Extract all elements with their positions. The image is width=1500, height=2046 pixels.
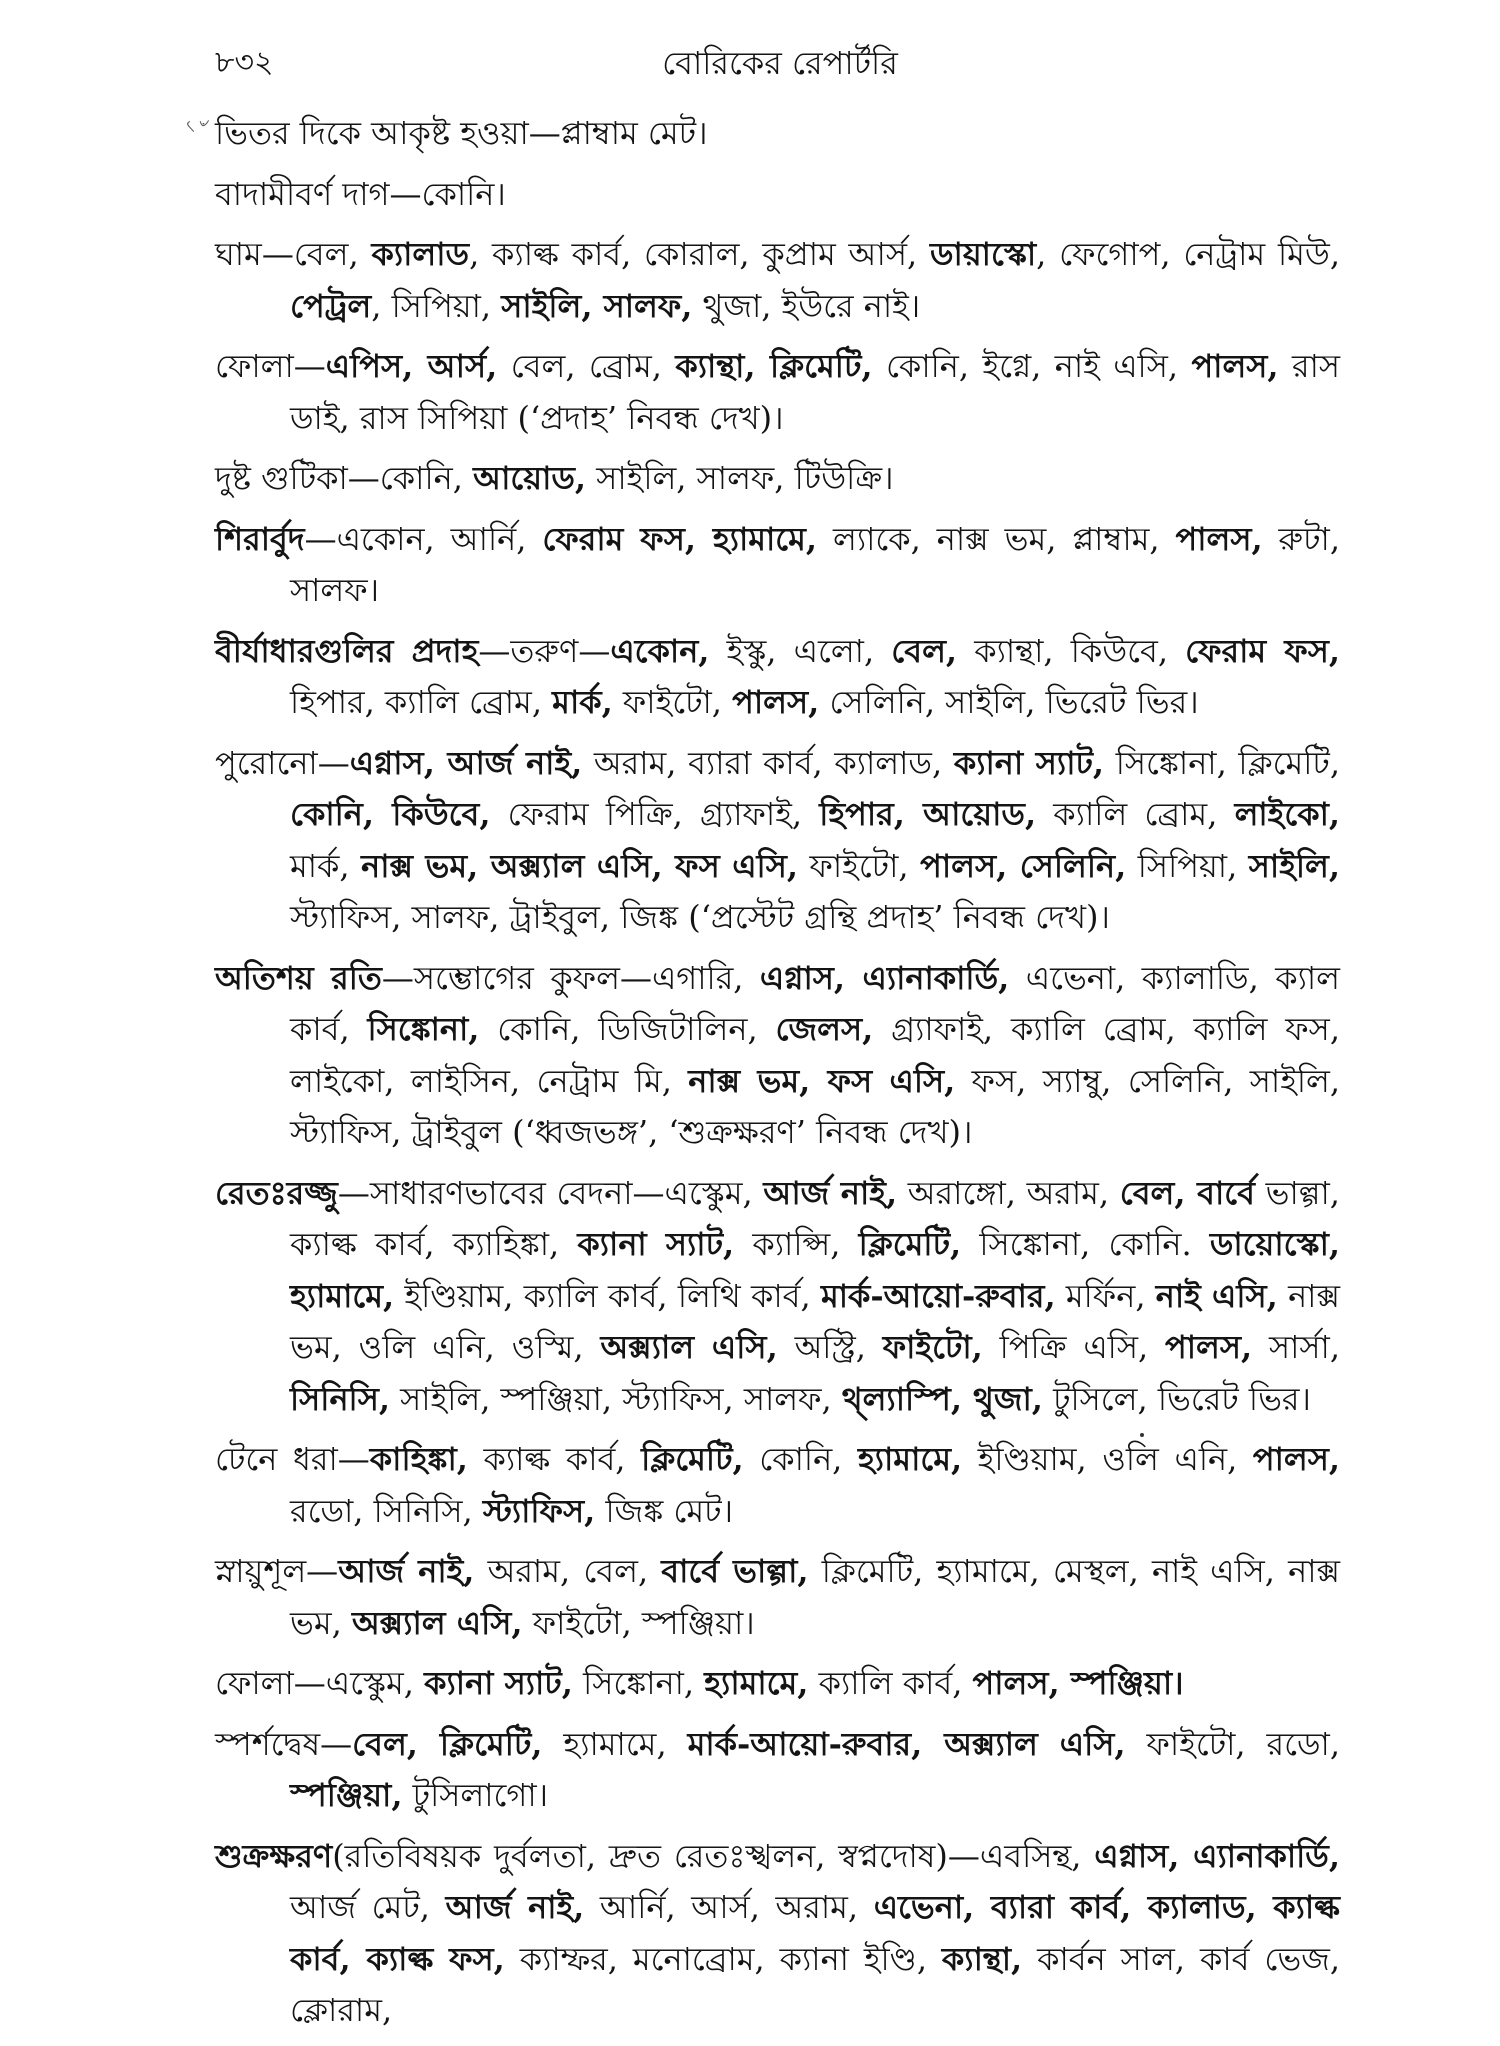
repertory-entry xyxy=(215,1658,1340,1710)
remedy-bold: রেতঃরজ্জু xyxy=(215,1173,338,1212)
remedy-bold: সিঙ্কোনা, xyxy=(367,1010,480,1048)
entry-text: টুসিলাগো। xyxy=(402,1776,549,1814)
entry-text: দুষ্ট গুটিকা—কোনি, xyxy=(215,459,474,497)
remedy-bold: ডায়োস্কো, হ্যামামে, xyxy=(290,1225,1340,1315)
entry-text: —সাধারণভাবের বেদনা—এস্কুেম, xyxy=(337,1173,764,1212)
remedy-bold: ডায়াস্কো xyxy=(930,235,1037,273)
repertory-entry xyxy=(215,453,1340,505)
remedy-bold: নাই এসি, xyxy=(1155,1276,1278,1315)
remedy-bold: সাইলি, সালফ, xyxy=(501,286,693,325)
entry-text: সিঙ্কোনা, কোনি. xyxy=(961,1225,1210,1263)
remedy-bold: বীর্যাধারগুলির প্রদাহ xyxy=(215,631,479,670)
entry-text: ল্যাকে, নাক্স ভম, প্লাম্বাম, xyxy=(817,519,1176,558)
entry-text: জিঙ্ক মেট। xyxy=(595,1491,734,1530)
repertory-entry xyxy=(215,1831,1340,2037)
entry-text: মার্ক, xyxy=(290,846,362,885)
remedy-bold: সিনিসি, xyxy=(290,1379,390,1418)
entry-text: ইণ্ডিয়াম, ওলি এনি, xyxy=(962,1440,1253,1478)
repertory-entry xyxy=(215,953,1340,1159)
entry-text: ক্যালি কার্ব, xyxy=(808,1664,973,1702)
remedy-bold: আর্জ নাই, xyxy=(763,1173,898,1212)
remedy-bold: আর্জ নাই, xyxy=(445,1888,585,1926)
entry-text: থুজা, ইউরে নাই। xyxy=(692,286,921,325)
entry-text: , ক্যাল্ক কার্ব, কোরাল, কুপ্রাম আর্স, xyxy=(469,235,930,273)
entry-text: আর্নি, আর্স, অরাম, xyxy=(584,1888,874,1926)
repertory-entry xyxy=(215,341,1340,444)
remedy-bold: ফেরাম ফস, xyxy=(1185,631,1340,670)
entry-text: ফেরাম পিক্রি, গ্র্যাফাই, xyxy=(490,795,820,833)
remedy-bold: মার্ক-আয়ো-রুবার, অক্স্যাল এসি, xyxy=(687,1724,1126,1763)
remedy-bold: পালস, স্পঞ্জিয়া। xyxy=(972,1664,1184,1702)
remedy-bold: অক্স্যাল এসি, xyxy=(351,1603,523,1642)
entry-text: ফস, স্যাম্বু, সেলিনি, সাইলি, স্ট্যাফিস, ট্রাইবুল (‘ধ্বজভঙ্গ’, ‘শুক্রক্ষরণ’ নিবন্ধ দেখ)। xyxy=(290,1061,1341,1151)
remedy-bold: এপিস, আর্স, xyxy=(325,347,498,385)
entry-text: ফোলা—এস্কুেম, xyxy=(215,1664,425,1702)
remedy-bold: হ্যামামে, xyxy=(704,1664,809,1702)
repertory-entry xyxy=(215,1434,1340,1537)
remedy-bold: ফাইটো, xyxy=(882,1328,983,1366)
entry-text: অরাম, ব্যারা কার্ব, ক্যালাড, xyxy=(582,743,954,782)
remedy-bold: লাইকো, xyxy=(1234,795,1340,833)
entry-text: ক্যাপ্সি, xyxy=(734,1225,859,1263)
remedy-bold: হিপার, আয়োড, xyxy=(819,795,1037,833)
entry-text: বেল, ব্রোম, xyxy=(497,347,676,385)
entry-text: , সিপিয়া, xyxy=(371,286,502,325)
repertory-entry xyxy=(215,738,1340,944)
remedy-bold: ক্যালাড xyxy=(371,235,470,273)
entry-text: হ্যামামে, xyxy=(542,1724,688,1763)
entry-text: নাক্স ভম, ওলি এনি, ওস্মি, xyxy=(290,1276,1340,1366)
entry-text: ভিতর দিকে আকৃষ্ট হওয়া—প্লাম্বাম মেট। xyxy=(215,114,708,152)
remedy-bold: নাক্স ভম, অক্স্যাল এসি, ফস এসি, xyxy=(361,846,798,885)
entry-text: বাদামীবর্ণ দাগ—কোনি। xyxy=(215,174,506,213)
entry-text: হিপার, ক্যালি ব্রোম, xyxy=(290,683,553,721)
remedy-bold: ক্যান্থা, xyxy=(941,1939,1023,1978)
remedy-bold: সাইলি, xyxy=(1248,846,1340,885)
remedy-bold: এভেনা, ব্যারা কার্ব, ক্যালাড, ক্যাল্ক কার্ব, ক্যাল্ক ফস, xyxy=(290,1888,1340,1978)
entry-text: মর্ফিন, xyxy=(1055,1276,1156,1315)
entry-text: ক্যান্থা, কিউবে, xyxy=(957,631,1186,670)
entry-text: রাস ডাই, রাস সিপিয়া (‘প্রদাহ’ নিবন্ধ দেখ)। xyxy=(290,347,1341,437)
remedy-bold: অতিশয় রতি xyxy=(215,958,382,997)
entry-text: ঘাম—বেল, xyxy=(215,235,372,273)
repertory-entry xyxy=(215,169,1340,221)
page-number: ৮৩২ xyxy=(215,45,274,80)
repertory-body xyxy=(215,108,1340,2046)
remedy-bold: পালস, xyxy=(732,683,820,721)
remedy-bold: এগ্নাস, এ্যানাকার্ডি, xyxy=(1094,1836,1340,1875)
remedy-bold: বেল, xyxy=(891,631,958,670)
remedy-bold: ক্যান্থা, ক্লিমেটি, xyxy=(675,347,873,385)
remedy-bold: নাক্স ভম, ফস এসি, xyxy=(688,1061,956,1100)
remedy-bold: শুক্রক্ষরণ xyxy=(215,1836,333,1875)
entry-text: পুরোনো— xyxy=(215,743,350,782)
entry-text: সিঙ্কোনা, ক্লিমেটি, xyxy=(1104,743,1341,782)
remedy-bold: হ্যামামে, xyxy=(857,1440,963,1478)
repertory-entry xyxy=(215,514,1340,617)
remedy-bold: এগ্নাস, আর্জ নাই, xyxy=(349,743,583,782)
entry-text: গ্র্যাফাই, ক্যালি ব্রোম, ক্যালি ফস, লাইকো, লাইসিন, নেট্রাম মি, xyxy=(290,1010,1340,1100)
remedy-bold: থ্ল্যাস্পি, থুজা, xyxy=(841,1379,1043,1418)
entry-text: অস্ট্রি, xyxy=(777,1328,883,1366)
remedy-bold: ফেরাম ফস, হ্যামামে, xyxy=(542,519,818,558)
remedy-bold: বেল, ক্লিমেটি, xyxy=(352,1724,543,1763)
entry-text: টুসিলে, ভিরেট ভির। xyxy=(1042,1379,1311,1418)
remedy-bold: ক্যানা স্যাট, xyxy=(424,1664,573,1702)
remedy-bold: পেট্রল xyxy=(290,286,372,325)
entry-text: (রতিবিষয়ক দুর্বলতা, দ্রুত রেতঃস্খলন, স্বপ্নদোষ)—এবসিন্থ, xyxy=(332,1836,1095,1875)
entry-text: ইস্কু, এলো, xyxy=(709,631,892,670)
entry-text: ভাল্গা, ক্যাল্ক কার্ব, ক্যাহিঙ্কা, xyxy=(290,1173,1340,1263)
remedy-bold: স্ট্যাফিস, xyxy=(482,1491,596,1530)
entry-text: —সম্ভোগের কুফল—এগারি, xyxy=(381,958,760,997)
remedy-bold: জেলস, xyxy=(775,1010,874,1048)
entry-text: সিঙ্কোনা, xyxy=(572,1664,705,1702)
page-header xyxy=(215,38,1345,88)
remedy-bold: এগ্নাস, এ্যানাকার্ডি, xyxy=(759,958,1010,997)
remedy-bold: মার্ক-আয়ো-রুবার, xyxy=(820,1276,1056,1315)
remedy-bold: ক্যানা স্যাট, xyxy=(953,743,1105,782)
remedy-bold: পালস, xyxy=(1252,1440,1340,1478)
entry-text: আর্জ মেট, xyxy=(290,1888,446,1926)
remedy-bold: বেল, বার্বে xyxy=(1119,1173,1255,1212)
remedy-bold: আর্জ নাই, xyxy=(338,1552,475,1590)
entry-text: সিপিয়া, xyxy=(1126,846,1249,885)
entry-text: , ফেগোপ, নেট্রাম মিউ, xyxy=(1036,235,1341,273)
repertory-entry xyxy=(215,1546,1340,1649)
entry-text: পিক্রি এসি, xyxy=(982,1328,1165,1366)
entry-text: টেনে ধরা— xyxy=(215,1440,370,1478)
remedy-bold: পালস, সেলিনি, xyxy=(920,846,1127,885)
scan-mark: ৻৺ xyxy=(186,116,210,137)
entry-text: রুটা, সালফ। xyxy=(290,519,1340,609)
remedy-bold: আয়োড, xyxy=(473,459,587,497)
entry-text: ফোলা— xyxy=(215,347,326,385)
running-title: বোরিকের রেপার্টরি xyxy=(662,44,898,82)
remedy-bold: ক্লিমেটি, xyxy=(858,1225,962,1263)
entry-text: কোনি, ইগ্নে, নাই এসি, xyxy=(872,347,1192,385)
entry-text: অরাম, বেল, xyxy=(474,1552,662,1590)
entry-text: ক্যাম্ফর, মনোব্রোম, ক্যানা ইণ্ডি, xyxy=(504,1939,942,1978)
entry-text: সার্সা, xyxy=(1252,1328,1341,1366)
remedy-bold: স্পঞ্জিয়া, xyxy=(290,1776,403,1814)
remedy-bold: শিরার্বুদ xyxy=(215,519,305,558)
entry-text: কোনি, xyxy=(743,1440,858,1478)
entry-text: স্নায়ুশূল— xyxy=(215,1552,339,1590)
repertory-entry xyxy=(215,1168,1340,1426)
repertory-entry xyxy=(215,108,1340,160)
remedy-bold: পালস, xyxy=(1191,347,1279,385)
remedy-bold: ক্লিমেটি, xyxy=(641,1440,744,1478)
entry-text: —তরুণ— xyxy=(478,631,611,670)
entry-text: স্পর্শদ্বেষ— xyxy=(215,1724,353,1763)
entry-text: —একোন, আর্নি, xyxy=(304,519,543,558)
entry-text: ক্লিমেটি, হ্যামামে, মেস্থল, নাই এসি, নাক্স ভম, xyxy=(290,1552,1341,1642)
remedy-bold: মার্ক, xyxy=(552,683,613,721)
entry-text: কোনি, ডিজিটালিন, xyxy=(479,1010,776,1048)
entry-text: ক্যাল্ক কার্ব, xyxy=(467,1440,642,1478)
entry-text: সাইলি, স্পঞ্জিয়া, স্ট্যাফিস, সালফ, xyxy=(389,1379,842,1418)
remedy-bold: পালস, xyxy=(1165,1328,1253,1366)
entry-text: ফাইটো, xyxy=(797,846,921,885)
remedy-bold: বার্বে ভাল্গা, xyxy=(661,1552,809,1590)
remedy-bold: পালস, xyxy=(1175,519,1263,558)
entry-text: ফাইটো, xyxy=(612,683,733,721)
remedy-bold: কাহিঙ্কা, xyxy=(369,1440,468,1478)
entry-text: কার্বন সাল, কার্ব ভেজ, ক্লোরাম, xyxy=(290,1939,1341,2029)
repertory-entry xyxy=(215,626,1340,729)
entry-text: রডো, সিনিসি, xyxy=(290,1491,483,1530)
entry-text: এভেনা, ক্যালাডি, ক্যাল কার্ব, xyxy=(290,958,1340,1048)
repertory-entry xyxy=(215,1719,1340,1822)
remedy-bold: অক্স্যাল এসি, xyxy=(600,1328,778,1366)
entry-text: ইণ্ডিয়াম, ক্যালি কার্ব, লিথি কার্ব, xyxy=(394,1276,821,1315)
remedy-bold: একোন, xyxy=(610,631,710,670)
entry-text: ফাইটো, রডো, xyxy=(1125,1724,1341,1763)
remedy-bold: ক্যানা স্যাট, xyxy=(577,1225,735,1263)
entry-text: সাইলি, সালফ, টিউক্রি। xyxy=(586,459,894,497)
entry-text: সেলিনি, সাইলি, ভিরেট ভির। xyxy=(819,683,1199,721)
remedy-bold: কোনি, কিউবে, xyxy=(290,795,491,833)
entry-text: স্ট্যাফিস, সালফ, ট্রাইবুল, জিঙ্ক (‘প্রস্টেট গ্রন্থি প্রদাহ’ নিবন্ধ দেখ)। xyxy=(290,898,1110,936)
entry-text: ফাইটো, স্পঞ্জিয়া। xyxy=(522,1603,755,1642)
entry-text: অরাঙ্গো, অরাম, xyxy=(897,1173,1120,1212)
entry-text: ক্যালি ব্রোম, xyxy=(1036,795,1235,833)
repertory-entry xyxy=(215,229,1340,332)
